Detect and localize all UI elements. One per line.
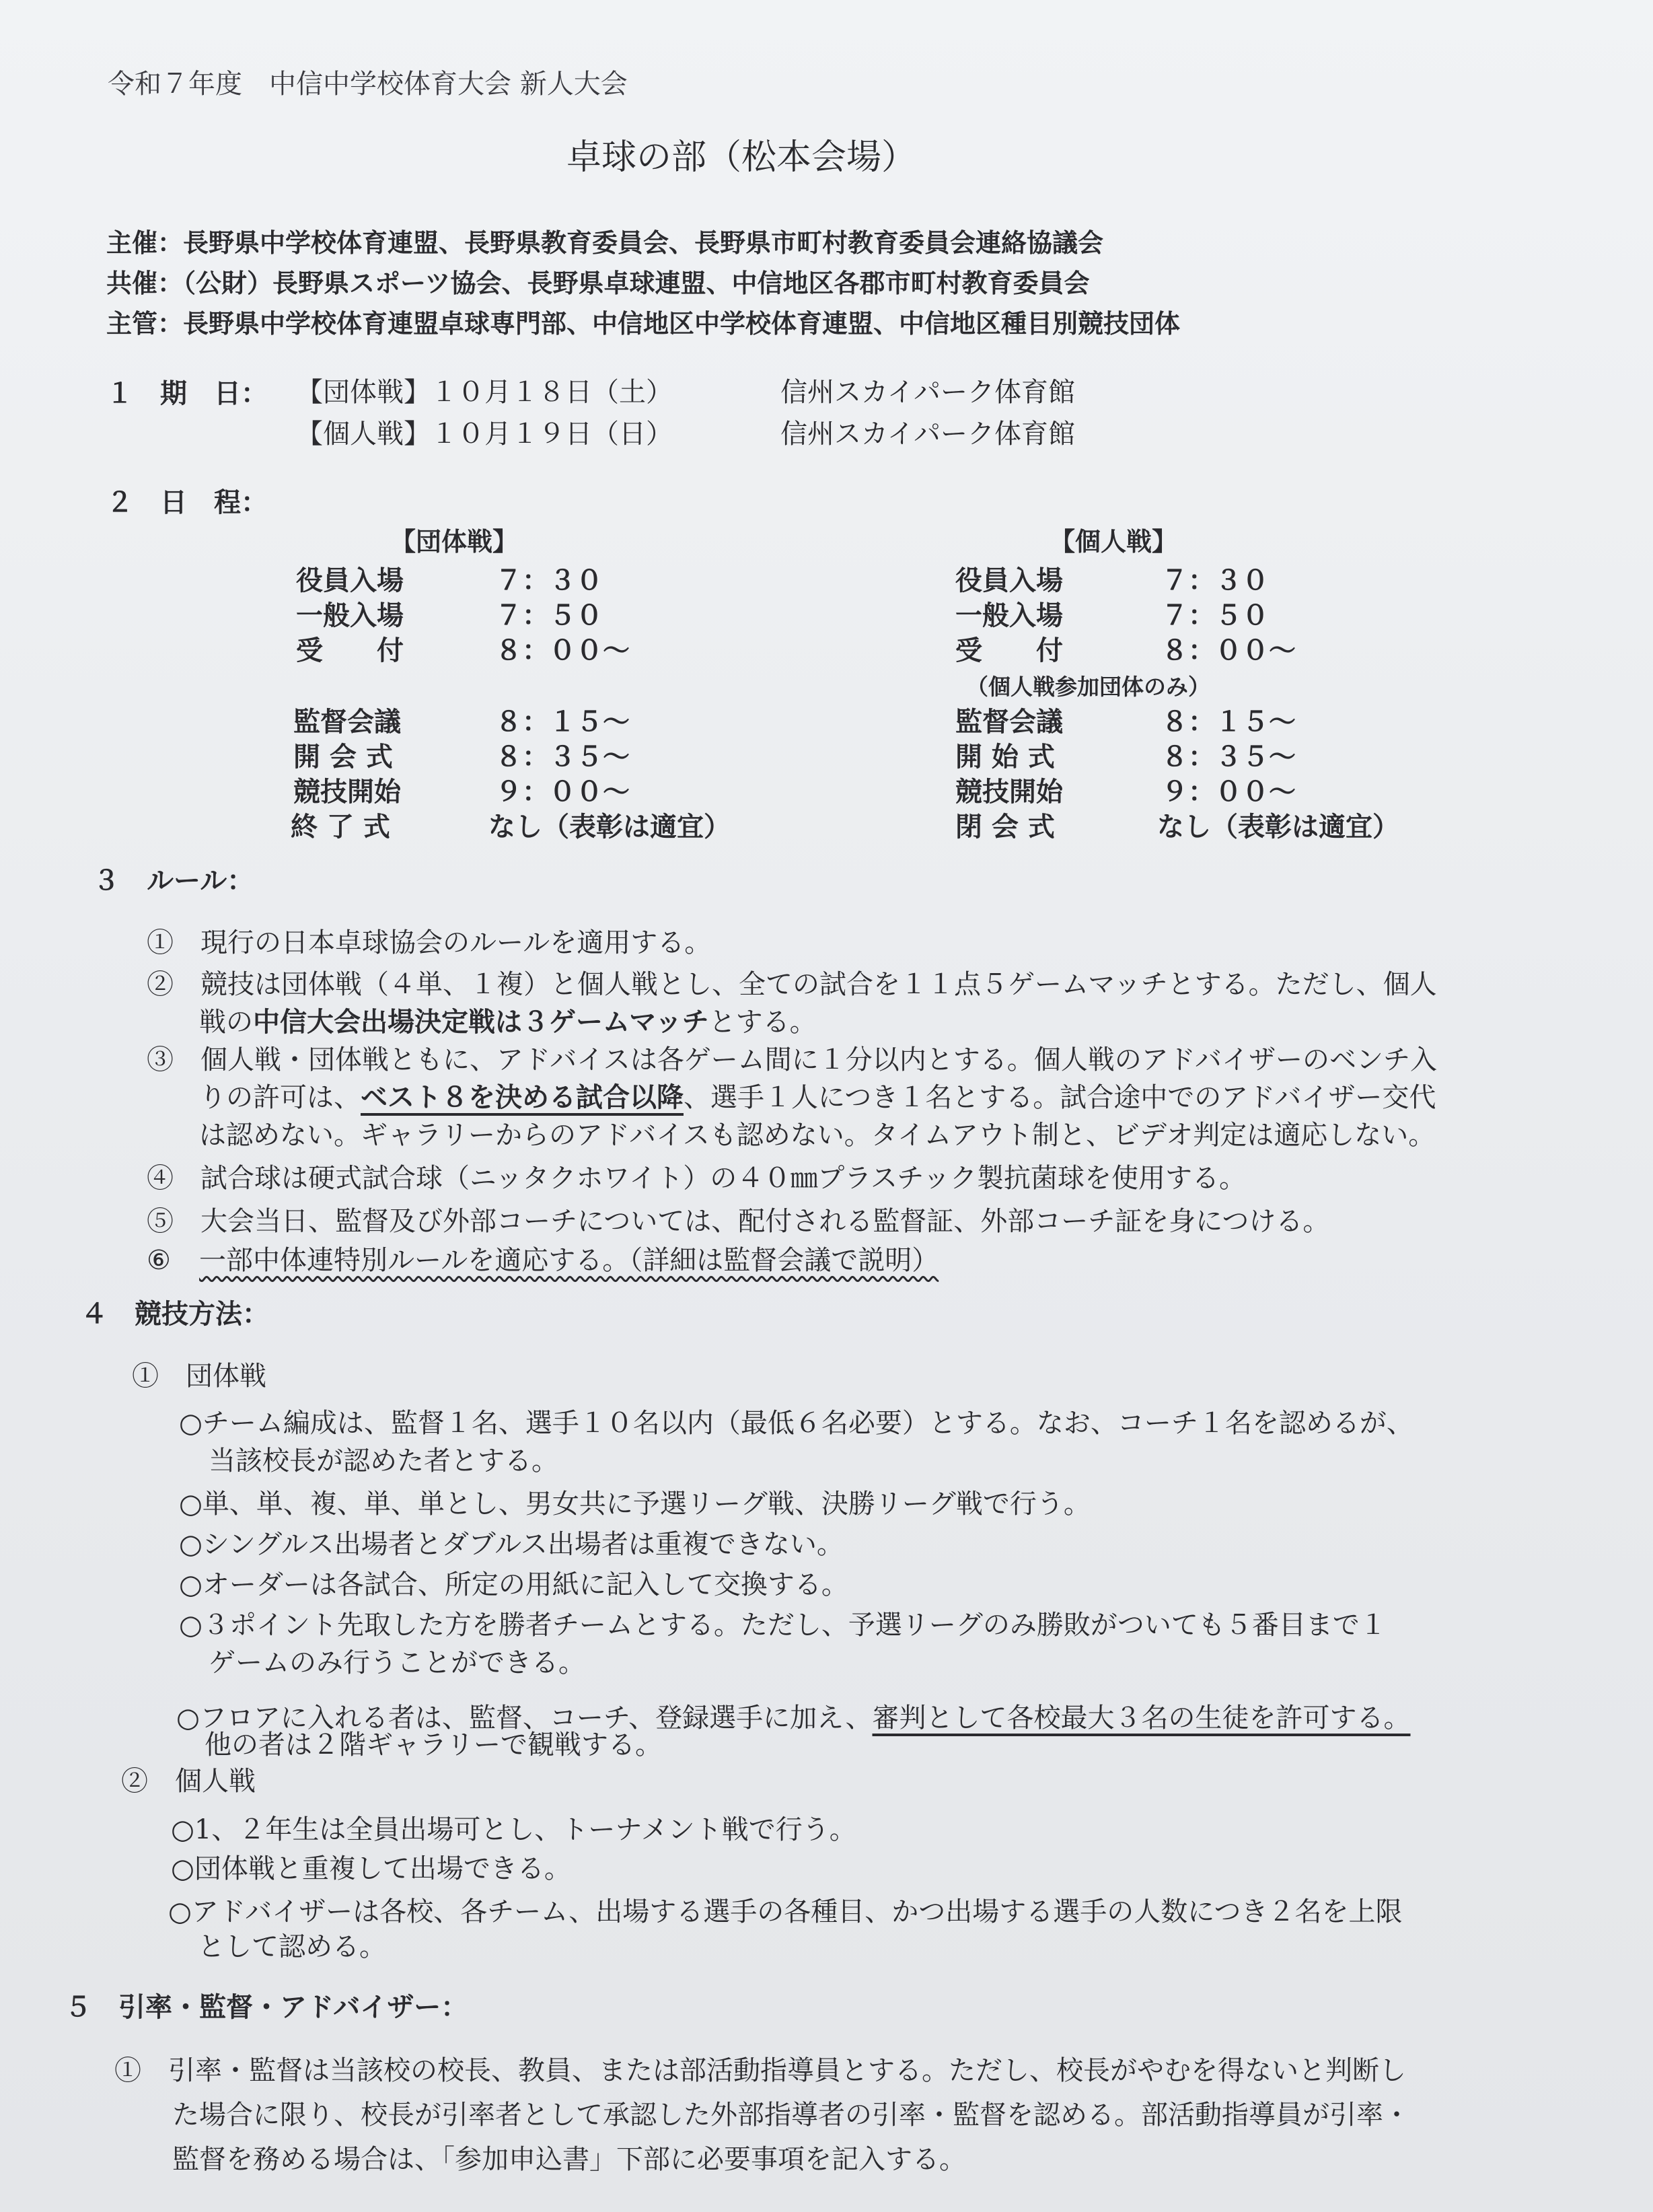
individual-row-label: 一般入場 [955,600,1063,631]
team-row-label: 終 了 式 [291,812,390,843]
team-row-time: ７：５０ [495,600,603,631]
team-row-label: 開 会 式 [293,742,393,773]
team-row-time: ８：３５～ [495,742,630,773]
team-row-label: 競技開始 [293,777,401,808]
team-row-time: なし（表彰は適宜） [488,812,731,843]
rule-2-bold: 中信大会出場決定戦は３ゲームマッチ [253,1007,709,1038]
rule-6: 一部中体連特別ルールを適応する。（詳細は監督会議で説明） [199,1245,939,1276]
section-5-heading: ５ 引率・監督・アドバイザー： [65,1992,468,2023]
team-row-label: 受 付 [296,635,404,666]
team-row-time: ８：１５～ [495,707,630,738]
team-row-label: 役員入場 [296,565,404,596]
team-format-item: 他の者は２階ギャラリーで観戦する。 [205,1729,662,1760]
team-venue: 信州スカイパーク体育館 [780,377,1075,408]
individual-format-item: として認める。 [198,1931,386,1962]
supervisor-rule-line-1: ① 引率・監督は当該校の校長、教員、または部活動指導員とする。ただし、校長がやむを得ないと判断し [114,2055,1406,2086]
rule-3-underlined: ベスト８を決める試合以降 [361,1082,684,1113]
rule-1: ① 現行の日本卓球協会のルールを適用する。 [147,927,712,958]
individual-row-time: ８：１５～ [1161,707,1296,738]
event-line: 令和７年度 中信中学校体育大会 新人大会 [108,69,628,100]
rule-2-line-1: ② 競技は団体戦（４単、１複）と個人戦とし、全ての試合を１１点５ゲームマッチとする。ただし、個人 [147,969,1437,1000]
team-format-heading: ① 団体戦 [132,1361,266,1392]
team-row-time: ９：００～ [495,777,630,808]
individual-format-item: ○団体戦と重複して出場できる。 [171,1853,571,1884]
page-title: 卓球の部（松本会場） [566,137,917,178]
team-row-label: 監督会議 [293,707,401,738]
organizer-cohost: 共催：（公財）長野県スポーツ協会、長野県卓球連盟、中信地区各郡市町村教育委員会 [106,269,1090,298]
team-format-item: ○シングルス出場者とダブルス出場者は重複できない。 [179,1529,844,1560]
individual-row-time: ７：５０ [1161,600,1269,631]
team-row-label: 一般入場 [296,600,404,631]
individual-row-time: ９：００～ [1161,777,1296,808]
rule-6-number: ⑥ [147,1245,171,1276]
team-date: 【団体戦】１０月１８日（土） [296,377,673,408]
individual-row-time: ８：３５～ [1161,742,1296,773]
rule-3-line-2: りの許可は、ベスト８を決める試合以降、選手１人につき１名とする。試合途中でのアドバイザー交代 [199,1082,1436,1113]
team-format-item: 当該校長が認めた者とする。 [209,1446,558,1476]
individual-date: 【個人戦】１０月１９日（日） [296,419,673,450]
team-format-underlined: 審判として各校最大３名の生徒を許可する。 [872,1703,1411,1734]
individual-format-item: ○1、２年生は全員出場可とし、トーナメント戦で行う。 [171,1814,856,1845]
individual-row-label: 役員入場 [955,565,1063,596]
team-format-item: ○オーダーは各試合、所定の用紙に記入して交換する。 [179,1569,848,1600]
individual-schedule-title: 【個人戦】 [1050,527,1178,557]
section-3-heading: ３ ルール： [93,865,254,896]
team-row-time: ８：００～ [495,635,630,666]
supervisor-rule-line-2: た場合に限り、校長が引率者として承認した外部指導者の引率・監督を認める。部活動指導員が引率・ [172,2100,1410,2131]
team-format-item: ○フロアに入れる者は、監督、コーチ、登録選手に加え、審判として各校最大３名の生徒を許可する。 [176,1703,1411,1734]
team-format-item: ゲームのみ行うことができる。 [209,1647,585,1678]
rule-3-line-1: ③ 個人戦・団体戦ともに、アドバイスは各ゲーム間に１分以内とする。個人戦のアドバイザーのベンチ入 [147,1044,1437,1075]
team-format-item: ○チーム編成は、監督１名、選手１０名以内（最低６名必要）とする。なお、コーチ１名を認めるが、 [179,1408,1413,1439]
individual-format-heading: ② 個人戦 [121,1766,256,1797]
organizer-manager: 主管：長野県中学校体育連盟卓球専門部、中信地区中学校体育連盟、中信地区種目別競技団体 [106,309,1181,338]
individual-row-time: ７：３０ [1161,565,1269,596]
team-row-time: ７：３０ [495,565,603,596]
team-format-item: ○単、単、複、単、単とし、男女共に予選リーグ戦、決勝リーグ戦で行う。 [179,1489,1091,1520]
rule-4: ④ 試合球は硬式試合球（ニッタクホワイト）の４０㎜プラスチック製抗菌球を使用する。 [147,1163,1246,1194]
supervisor-rule-line-3: 監督を務める場合は、「参加申込書」下部に必要事項を記入する。 [172,2144,966,2175]
individual-row-label: 受 付 [955,635,1063,666]
individual-row-time: ８：００～ [1161,635,1296,666]
individual-row-label: 開 始 式 [955,742,1055,773]
section-2-heading: ２ 日 程： [106,487,268,518]
individual-row-label: 閉 会 式 [955,812,1055,843]
individual-schedule-note: （個人戦参加団体のみ） [966,674,1210,700]
organizer-host: 主催：長野県中学校体育連盟、長野県教育委員会、長野県市町村教育委員会連絡協議会 [106,228,1104,258]
individual-row-label: 競技開始 [955,777,1063,808]
individual-row-label: 監督会議 [955,707,1063,738]
section-4-heading: ４ 競技方法： [81,1299,269,1330]
individual-row-time: なし（表彰は適宜） [1157,812,1399,843]
individual-venue: 信州スカイパーク体育館 [780,419,1075,450]
individual-format-item: ○アドバイザーは各校、各チーム、出場する選手の各種目、かつ出場する選手の人数につき２名を上限 [168,1896,1403,1927]
rule-2-line-2: 戦の中信大会出場決定戦は３ゲームマッチとする。 [199,1007,817,1038]
rule-5: ⑤ 大会当日、監督及び外部コーチについては、配付される監督証、外部コーチ証を身につける。 [147,1206,1330,1237]
section-1-heading: １ 期 日： [106,378,268,409]
rule-3-line-3: は認めない。ギャラリーからのアドバイスも認めない。タイムアウト制と、ビデオ判定は適応しない。 [199,1120,1436,1151]
team-format-item: ○３ポイント先取した方を勝者チームとする。ただし、予選リーグのみ勝敗がついても５番目まで１ [179,1610,1387,1641]
team-schedule-title: 【団体戦】 [390,527,519,557]
